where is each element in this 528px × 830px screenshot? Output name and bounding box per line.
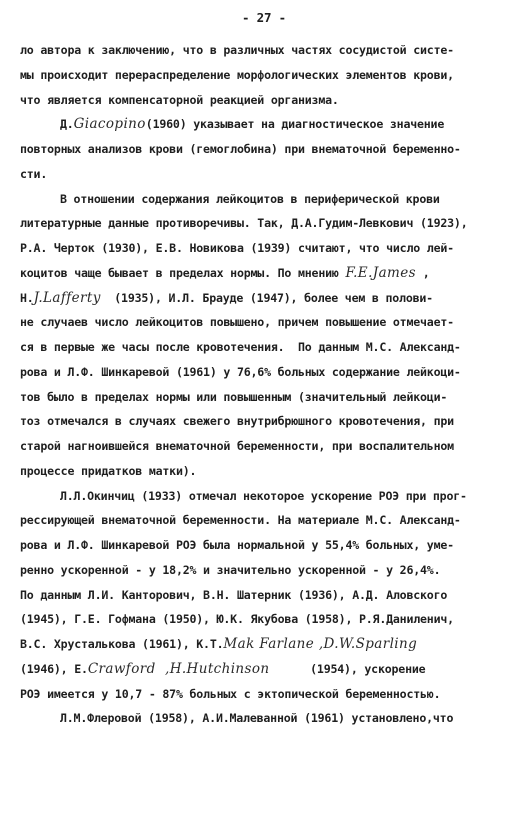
text-line (20, 411, 454, 431)
typed-text: старой нагноившейся внематочной беременности, при воспалительном (20, 439, 454, 453)
typed-text: ло автора к заключению, что в различных частях сосудистой систе- (20, 43, 454, 57)
text-line (20, 65, 454, 85)
typed-text: ренно ускоренной - у 18,2% и значительно ускоренной - у 26,4%. (20, 562, 441, 577)
text-line (20, 213, 467, 233)
handwritten-insert: J.Lafferty (33, 289, 101, 306)
typed-text: По данным Л.И. Канторович, В.Н. Шатерник (1936), А.Д. Аловского (20, 587, 448, 602)
handwritten-insert: Crawford ,H.Hutchinson (87, 660, 270, 677)
text-line (60, 708, 453, 728)
text-line (20, 40, 454, 60)
typed-text: рессирующей внематочной беременности. На материале М.С. Александ- (20, 513, 461, 528)
text-line (20, 560, 440, 580)
text-line (20, 90, 339, 110)
typed-text: Л.Л.Окинчиц (1933) отмечал некоторое ускорение РОЭ при прог- (60, 488, 467, 503)
text-line (20, 684, 440, 704)
typed-text: литературные данные противоречивы. Так, Д.А.Гудим-Левкович (1923), (20, 216, 468, 231)
typed-text: ся в первые же часы после кровотечения. По данным М.С. Александ- (20, 340, 461, 354)
typed-text: повторных анализов крови (гемоглобина) при внематочной беременно- (20, 142, 461, 156)
text-line (20, 288, 433, 308)
text-line (20, 337, 461, 357)
text-line (20, 362, 461, 382)
text-line (20, 164, 47, 184)
typed-text: что является компенсаторной реакцией организма. (20, 92, 339, 107)
text-line (60, 189, 440, 209)
typed-text: (1935), И.Л. Брауде (1947), более чем в полови- (100, 290, 433, 305)
text-line (20, 263, 430, 283)
typed-text: тов было в пределах нормы или повышенным (значительный лейкоци- (20, 389, 448, 404)
typed-text: (1945), Г.Е. Гофмана (1950), Ю.К. Якубова (1958), Р.Я.Даниленич, (20, 612, 454, 627)
typed-text: сти. (20, 166, 48, 181)
typed-text: рова и Л.Ф. Шинкаревой (1961) у 76,6% больных содержание лейкоци- (20, 364, 461, 379)
typed-text: В отношении содержания лейкоцитов в периферической крови (60, 191, 440, 206)
text-line (20, 436, 454, 456)
typed-text: коцитов чаще бывает в пределах нормы. По мнению (20, 265, 346, 280)
handwritten-insert: F.E.James (345, 264, 416, 281)
text-line (20, 461, 196, 481)
handwritten-insert: Mak Farlane ,D.W.Sparling (223, 636, 418, 652)
text-line (20, 312, 454, 332)
text-line (20, 238, 454, 258)
typed-text: Л.М.Флеровой (1958), А.И.Малеванной (1961) установлено,что (60, 711, 454, 726)
typed-text: H. (20, 290, 34, 305)
typed-text: В.С. Хрусталькова (1961), К.Т. (20, 637, 224, 651)
text-line (20, 634, 417, 654)
typed-text: не случаев число лейкоцитов повышено, причем повышение отмечает- (20, 315, 454, 330)
text-line (20, 609, 454, 629)
text-line (20, 387, 447, 407)
typed-text: , (415, 265, 430, 280)
text-line (60, 114, 444, 134)
text-line (20, 535, 454, 555)
text-line (20, 659, 425, 679)
typed-text: Р.А. Черток (1930), Е.В. Новикова (1939) считают, что число лей- (20, 241, 454, 255)
typed-text: Д. (60, 117, 74, 132)
text-line (20, 139, 461, 159)
text-line (20, 585, 447, 605)
typed-text: рова и Л.Ф. Шинкаревой РОЭ была нормальной у 55,4% больных, уме- (20, 538, 454, 552)
typed-text: (1960) указывает на диагностическое значение (145, 117, 445, 132)
typed-text: РОЭ имеется у 10,7 - 87% больных с эктопической беременностью. (20, 686, 441, 701)
typed-text: (1954), ускорение (269, 661, 426, 676)
page-number: - 27 - (242, 10, 286, 25)
typed-text: процессе придатков матки). (20, 463, 197, 478)
text-line (60, 486, 467, 506)
text-line (20, 510, 461, 530)
typed-text: (1946), Е. (20, 661, 88, 676)
typed-text: мы происходит перераспределение морфологических элементов крови, (20, 67, 454, 82)
typed-text: тоз отмечался в случаях свежего внутрибрюшного кровотечения, при (20, 414, 454, 429)
handwritten-insert: Giacopino (73, 116, 146, 133)
